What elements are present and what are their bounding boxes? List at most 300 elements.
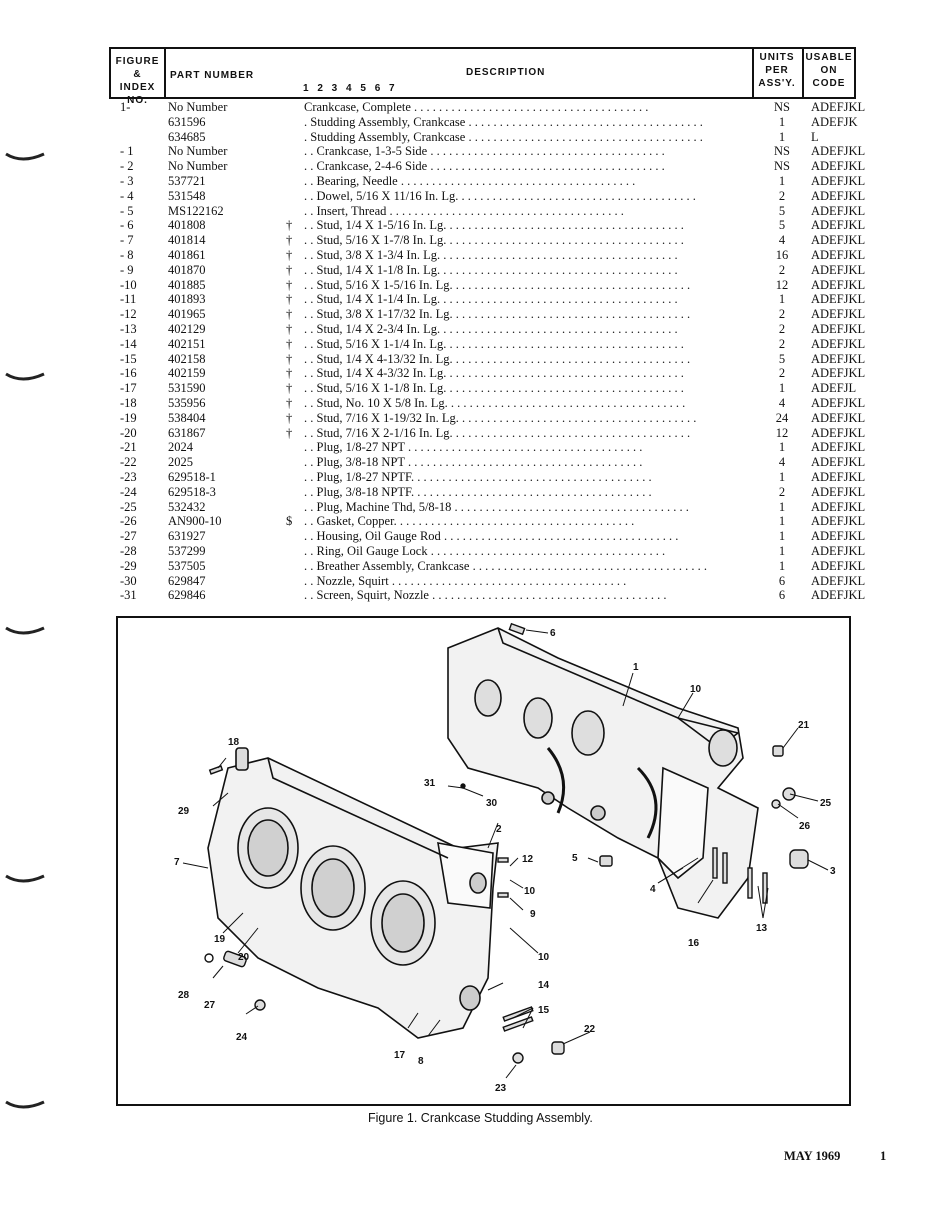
callout-label: 13 [756, 923, 768, 934]
parts-row [0, 440, 934, 455]
part-number: 531548 [168, 188, 206, 203]
binder-hole-mark [0, 1088, 52, 1128]
callout-label: 30 [486, 798, 498, 809]
figure-index-no: - 6 [120, 218, 134, 233]
part-number: 629847 [168, 573, 206, 588]
callout-label: 10 [538, 952, 550, 963]
usable-on-code: ADEFJKL [811, 336, 866, 351]
description: . . Stud, 1/4 X 1-1/4 In. Lg. . . . . . . . . . . . . . . . . . . . . . . . . . . . . . . . . . . . . . . [304, 292, 678, 307]
callout-label: 23 [495, 1083, 507, 1094]
description: . . Dowel, 5/16 X 11/16 In. Lg. . . . . . . . . . . . . . . . . . . . . . . . . . . . . . . . . . . . . . . [304, 188, 696, 203]
units-per-assy: 1 [778, 381, 786, 396]
figure-index-no: -20 [120, 425, 137, 440]
parts-row [0, 189, 934, 204]
parts-row [0, 159, 934, 174]
callout-label: 17 [394, 1050, 406, 1061]
usable-on-code: ADEFJKL [811, 499, 866, 514]
dot-leader: . . . . . . . . . . . . . . . . . . . . . . . . . . . . . . . . . . . . . . [451, 499, 689, 514]
figure-index-no: -21 [120, 440, 137, 455]
parts-row [0, 544, 934, 559]
callout-label: 27 [204, 1000, 216, 1011]
description: . . Stud, 1/4 X 4-3/32 In. Lg. . . . . . . . . . . . . . . . . . . . . . . . . . . . . . . . . . . . . . . [304, 366, 684, 381]
note-mark: † [286, 322, 293, 336]
description: . . Stud, 5/16 X 1-1/8 In. Lg. . . . . . . . . . . . . . . . . . . . . . . . . . . . . . . . . . . . . . . [304, 381, 684, 396]
parts-row [0, 381, 934, 396]
callout-label: 6 [550, 628, 556, 639]
callout-label: 2 [496, 824, 502, 835]
publication-date: MAY 1969 [784, 1149, 841, 1163]
usable-on-code: ADEFJKL [811, 144, 866, 159]
part-number: No Number [168, 159, 228, 174]
figure-index-no: -18 [120, 396, 137, 410]
binder-hole-mark [0, 862, 52, 902]
usable-on-code: ADEFJKL [811, 440, 866, 455]
usable-on-code: ADEFJKL [811, 277, 866, 292]
parts-row [0, 233, 934, 248]
figure-index-no: -25 [120, 499, 137, 514]
parts-row [0, 574, 934, 589]
description: . . Gasket, Copper. . . . . . . . . . . . . . . . . . . . . . . . . . . . . . . . . . . . . . . [304, 514, 635, 529]
callout-label: 12 [522, 854, 534, 865]
usable-on-code: ADEFJKL [811, 188, 866, 203]
part-number: 538404 [168, 410, 206, 425]
usable-on-code: ADEFJKL [811, 262, 866, 277]
callout-label: 9 [530, 909, 536, 920]
part-number: 402129 [168, 322, 206, 336]
description: . . Crankcase, 1-3-5 Side . . . . . . . . . . . . . . . . . . . . . . . . . . . . . . . . . . . . . . [304, 144, 665, 159]
note-mark: † [286, 351, 293, 366]
units-per-assy: 1 [778, 558, 786, 573]
figure-index-no: -17 [120, 381, 137, 396]
dot-leader: . . . . . . . . . . . . . . . . . . . . . . . . . . . . . . . . . . . . . . [414, 470, 652, 484]
dot-leader: . . . . . . . . . . . . . . . . . . . . . . . . . . . . . . . . . . . . . . [397, 174, 636, 188]
dot-leader: . . . . . . . . . . . . . . . . . . . . . . . . . . . . . . . . . . . . . . [386, 203, 624, 218]
description: . . Stud, 3/8 X 1-3/4 In. Lg. . . . . . . . . . . . . . . . . . . . . . . . . . . . . . . . . . . . . . . [304, 248, 678, 262]
part-number: 402151 [168, 336, 206, 351]
dot-leader: . . . . . . . . . . . . . . . . . . . . . . . . . . . . . . . . . . . . . . [452, 425, 691, 440]
part-number: 535956 [168, 396, 206, 410]
part-number: 401893 [168, 292, 206, 307]
parts-row [0, 115, 934, 130]
units-per-assy: 2 [778, 484, 786, 499]
part-number: 402159 [168, 366, 206, 381]
indent-scale: 1 2 3 4 5 6 7 [303, 83, 398, 94]
units-per-assy: 4 [778, 233, 786, 248]
note-mark: † [286, 218, 293, 233]
callout-label: 19 [214, 934, 226, 945]
part-number: 629846 [168, 588, 206, 603]
figure-index-no: - 8 [120, 248, 134, 262]
part-number: 401808 [168, 218, 206, 233]
description: . . Housing, Oil Gauge Rod . . . . . . . . . . . . . . . . . . . . . . . . . . . . . . . . . . . . . . [304, 529, 679, 544]
units-per-assy: NS [774, 144, 790, 159]
part-number: 402158 [168, 351, 206, 366]
part-number: 629518-3 [168, 484, 216, 499]
units-per-assy: 2 [778, 188, 786, 203]
units-per-assy: 1 [778, 529, 786, 544]
description: . . Stud, 1/4 X 4-13/32 In. Lg. . . . . . . . . . . . . . . . . . . . . . . . . . . . . . . . . . . . . . . [304, 351, 691, 366]
note-mark: † [286, 381, 293, 396]
usable-on-code: ADEFJK [811, 114, 858, 129]
note-mark: † [286, 248, 293, 262]
note-mark: $ [286, 514, 293, 529]
parts-row [0, 366, 934, 381]
part-number: 537721 [168, 174, 206, 188]
parts-row [0, 100, 934, 115]
callout-label: 15 [538, 1005, 550, 1016]
description: . . Stud, 3/8 X 1-17/32 In. Lg. . . . . . . . . . . . . . . . . . . . . . . . . . . . . . . . . . . . . . . [304, 307, 691, 322]
callout-label: 20 [238, 952, 250, 963]
units-per-assy: 4 [778, 396, 786, 410]
usable-on-code: ADEFJKL [811, 366, 866, 381]
description: . . Stud, 1/4 X 2-3/4 In. Lg. . . . . . . . . . . . . . . . . . . . . . . . . . . . . . . . . . . . . . . [304, 322, 678, 336]
dot-leader: . . . . . . . . . . . . . . . . . . . . . . . . . . . . . . . . . . . . . . [446, 218, 684, 233]
figure-index-no: -16 [120, 366, 137, 381]
usable-on-code: ADEFJKL [811, 425, 866, 440]
parts-row [0, 144, 934, 159]
callout-label: 10 [690, 684, 702, 695]
figure-index-no: - 4 [120, 188, 134, 203]
part-number: AN900-10 [168, 514, 222, 529]
units-per-assy: 1 [778, 440, 786, 455]
dot-leader: . . . . . . . . . . . . . . . . . . . . . . . . . . . . . . . . . . . . . . [440, 322, 678, 336]
usable-on-code: ADEFJKL [811, 322, 866, 336]
parts-row [0, 292, 934, 307]
callout-label: 26 [799, 821, 811, 832]
units-per-assy: 12 [775, 425, 789, 440]
description: . . Nozzle, Squirt . . . . . . . . . . . . . . . . . . . . . . . . . . . . . . . . . . . . . . [304, 573, 627, 588]
units-per-assy: 2 [778, 322, 786, 336]
callout-label: 31 [424, 778, 436, 789]
parts-row [0, 263, 934, 278]
parts-row [0, 426, 934, 441]
note-mark: † [286, 307, 293, 322]
dot-leader: . . . . . . . . . . . . . . . . . . . . . . . . . . . . . . . . . . . . . . [440, 262, 678, 277]
figure-index-no: -27 [120, 529, 137, 544]
part-number: 532432 [168, 499, 206, 514]
parts-row [0, 455, 934, 470]
figure-index-no: 1- [120, 100, 131, 114]
part-number: 537299 [168, 544, 206, 558]
part-number: No Number [168, 144, 228, 159]
figure-index-no: -11 [120, 292, 137, 307]
usable-on-code: ADEFJKL [811, 558, 866, 573]
figure-index-no: -14 [120, 336, 137, 351]
units-per-assy: 1 [778, 470, 786, 484]
part-number: 401814 [168, 233, 206, 248]
dot-leader: . . . . . . . . . . . . . . . . . . . . . . . . . . . . . . . . . . . . . . [446, 233, 684, 248]
figure-index-header: FIGURE & INDEX NO. [115, 56, 160, 106]
units-per-assy: 1 [778, 174, 786, 188]
dot-leader: . . . . . . . . . . . . . . . . . . . . . . . . . . . . . . . . . . . . . . [465, 129, 703, 144]
figure-index-no: -12 [120, 307, 137, 322]
description: . . Screen, Squirt, Nozzle . . . . . . . . . . . . . . . . . . . . . . . . . . . . . . . . . . . . . . [304, 588, 667, 603]
dot-leader: . . . . . . . . . . . . . . . . . . . . . . . . . . . . . . . . . . . . . . [440, 248, 678, 262]
part-number: 401885 [168, 277, 206, 292]
description: . . Stud, 1/4 X 1-1/8 In. Lg. . . . . . . . . . . . . . . . . . . . . . . . . . . . . . . . . . . . . . . [304, 262, 678, 277]
usable-on-code: ADEFJKL [811, 514, 866, 529]
figure-index-no: -13 [120, 322, 137, 336]
parts-row [0, 307, 934, 322]
usable-on-code: ADEFJKL [811, 174, 866, 188]
usable-on-code: ADEFJKL [811, 455, 866, 470]
description: . . Stud, 5/16 X 1-5/16 In. Lg. . . . . . . . . . . . . . . . . . . . . . . . . . . . . . . . . . . . . . . [304, 277, 691, 292]
usable-on-code: ADEFJKL [811, 410, 866, 425]
units-per-assy: 6 [778, 588, 786, 603]
units-per-assy: NS [774, 100, 790, 114]
callout-label: 1 [633, 662, 639, 673]
parts-row [0, 485, 934, 500]
dot-leader: . . . . . . . . . . . . . . . . . . . . . . . . . . . . . . . . . . . . . . [427, 144, 665, 159]
figure-index-no: -26 [120, 514, 137, 529]
callout-label: 10 [524, 886, 536, 897]
dot-leader: . . . . . . . . . . . . . . . . . . . . . . . . . . . . . . . . . . . . . . [410, 100, 649, 114]
units-header: UNITS PER ASS'Y. [758, 52, 796, 89]
figure-index-no: -28 [120, 544, 137, 558]
callout-label: 29 [178, 806, 190, 817]
usable-on-code: ADEFJKL [811, 396, 866, 410]
description: . . Plug, 1/8-27 NPTF. . . . . . . . . . . . . . . . . . . . . . . . . . . . . . . . . . . . . . . [304, 470, 652, 484]
part-number: 631927 [168, 529, 206, 544]
parts-table-header [109, 47, 856, 106]
dot-leader: . . . . . . . . . . . . . . . . . . . . . . . . . . . . . . . . . . . . . . [452, 277, 691, 292]
figure-index-no: - 7 [120, 233, 134, 248]
units-per-assy: 16 [775, 248, 789, 262]
usable-on-code: ADEFJKL [811, 159, 866, 174]
callout-label: 3 [830, 866, 836, 877]
figure-index-no: -23 [120, 470, 137, 484]
dot-leader: . . . . . . . . . . . . . . . . . . . . . . . . . . . . . . . . . . . . . . [446, 336, 684, 351]
description: . . Stud, No. 10 X 5/8 In. Lg. . . . . . . . . . . . . . . . . . . . . . . . . . . . . . . . . . . . . . . [304, 396, 686, 410]
dot-leader: . . . . . . . . . . . . . . . . . . . . . . . . . . . . . . . . . . . . . . [446, 366, 684, 381]
description: Crankcase, Complete . . . . . . . . . . . . . . . . . . . . . . . . . . . . . . . . . . . . . . [304, 100, 649, 114]
units-per-assy: 5 [778, 218, 786, 233]
dot-leader: . . . . . . . . . . . . . . . . . . . . . . . . . . . . . . . . . . . . . . [428, 588, 667, 603]
units-per-assy: 1 [778, 129, 786, 144]
description: . . Stud, 5/16 X 1-1/4 In. Lg. . . . . . . . . . . . . . . . . . . . . . . . . . . . . . . . . . . . . . . [304, 336, 684, 351]
note-mark: † [286, 396, 293, 410]
description: . . Plug, 3/8-18 NPTF. . . . . . . . . . . . . . . . . . . . . . . . . . . . . . . . . . . . . . . [304, 484, 652, 499]
part-number: 631596 [168, 114, 206, 129]
units-per-assy: 5 [778, 351, 786, 366]
usable-on-code: ADEFJKL [811, 529, 866, 544]
parts-row [0, 248, 934, 263]
figure-index-no: -22 [120, 455, 137, 470]
callout-label: 8 [418, 1056, 424, 1067]
dot-leader: . . . . . . . . . . . . . . . . . . . . . . . . . . . . . . . . . . . . . . [447, 396, 686, 410]
note-mark: † [286, 425, 293, 440]
dot-leader: . . . . . . . . . . . . . . . . . . . . . . . . . . . . . . . . . . . . . . [414, 484, 652, 499]
usable-on-code: ADEFJKL [811, 351, 866, 366]
description: . . Plug, Machine Thd, 5/8-18 . . . . . . . . . . . . . . . . . . . . . . . . . . . . . . . . . . . . . . [304, 499, 689, 514]
description-header: DESCRIPTION [466, 67, 546, 78]
figure-index-no: - 3 [120, 174, 134, 188]
units-per-assy: 5 [778, 203, 786, 218]
parts-row [0, 559, 934, 574]
parts-row [0, 500, 934, 515]
dot-leader: . . . . . . . . . . . . . . . . . . . . . . . . . . . . . . . . . . . . . . [452, 307, 691, 322]
dot-leader: . . . . . . . . . . . . . . . . . . . . . . . . . . . . . . . . . . . . . . [396, 514, 635, 529]
note-mark: † [286, 233, 293, 248]
units-per-assy: 2 [778, 307, 786, 322]
usable-on-code: ADEFJKL [811, 544, 866, 558]
callout-label: 16 [688, 938, 700, 949]
page-number: 1 [880, 1149, 887, 1163]
usable-on-code: ADEFJKL [811, 573, 866, 588]
units-per-assy: 1 [778, 114, 786, 129]
dot-leader: . . . . . . . . . . . . . . . . . . . . . . . . . . . . . . . . . . . . . . [388, 573, 627, 588]
callout-label: 21 [798, 720, 810, 731]
description: . . Plug, 1/8-27 NPT . . . . . . . . . . . . . . . . . . . . . . . . . . . . . . . . . . . . . . [304, 440, 643, 455]
crankcase-exploded-drawing [118, 618, 849, 1104]
units-per-assy: NS [774, 159, 790, 174]
dot-leader: . . . . . . . . . . . . . . . . . . . . . . . . . . . . . . . . . . . . . . [469, 558, 707, 573]
parts-row [0, 588, 934, 603]
usable-on-code: ADEFJKL [811, 307, 866, 322]
description: . . Plug, 3/8-18 NPT . . . . . . . . . . . . . . . . . . . . . . . . . . . . . . . . . . . . . . [304, 455, 643, 470]
parts-row [0, 396, 934, 411]
parts-row [0, 130, 934, 145]
note-mark: † [286, 410, 293, 425]
part-number: No Number [168, 100, 228, 114]
figure-caption: Figure 1. Crankcase Studding Assembly. [368, 1111, 593, 1125]
parts-row [0, 322, 934, 337]
dot-leader: . . . . . . . . . . . . . . . . . . . . . . . . . . . . . . . . . . . . . . [452, 351, 691, 366]
description: . Studding Assembly, Crankcase . . . . . . . . . . . . . . . . . . . . . . . . . . . . . . . . . . . . . . [304, 114, 703, 129]
units-per-assy: 1 [778, 544, 786, 558]
usable-on-code: ADEFJKL [811, 218, 866, 233]
dot-leader: . . . . . . . . . . . . . . . . . . . . . . . . . . . . . . . . . . . . . . [427, 544, 666, 558]
dot-leader: . . . . . . . . . . . . . . . . . . . . . . . . . . . . . . . . . . . . . . [427, 159, 665, 174]
figure-index-no: - 2 [120, 159, 134, 174]
parts-row [0, 218, 934, 233]
note-mark: † [286, 336, 293, 351]
description: . . Breather Assembly, Crankcase . . . . . . . . . . . . . . . . . . . . . . . . . . . . . . . . . . . . . . [304, 558, 707, 573]
usable-on-code: ADEFJKL [811, 248, 866, 262]
usable-on-code: ADEFJKL [811, 100, 866, 114]
parts-row [0, 514, 934, 529]
description: . . Crankcase, 2-4-6 Side . . . . . . . . . . . . . . . . . . . . . . . . . . . . . . . . . . . . . . [304, 159, 665, 174]
description: . . Insert, Thread . . . . . . . . . . . . . . . . . . . . . . . . . . . . . . . . . . . . . . [304, 203, 624, 218]
description: . . Stud, 5/16 X 1-7/8 In. Lg. . . . . . . . . . . . . . . . . . . . . . . . . . . . . . . . . . . . . . . [304, 233, 684, 248]
callout-label: 18 [228, 737, 240, 748]
usable-on-code-header: USABLE ON CODE [805, 52, 853, 89]
units-per-assy: 24 [775, 410, 789, 425]
figure-index-no: -29 [120, 558, 137, 573]
part-number: 401861 [168, 248, 206, 262]
usable-on-code: ADEFJL [811, 381, 857, 396]
parts-row [0, 204, 934, 219]
units-per-assy: 2 [778, 262, 786, 277]
part-number: 634685 [168, 129, 206, 144]
description: . . Stud, 7/16 X 1-19/32 In. Lg. . . . . . . . . . . . . . . . . . . . . . . . . . . . . . . . . . . . . . . [304, 410, 697, 425]
figure-index-no: -24 [120, 484, 137, 499]
units-per-assy: 6 [778, 573, 786, 588]
part-number: 401870 [168, 262, 206, 277]
callout-label: 5 [572, 853, 578, 864]
units-per-assy: 4 [778, 455, 786, 470]
callout-label: 28 [178, 990, 190, 1001]
figure-index-no: -15 [120, 351, 137, 366]
part-number: 629518-1 [168, 470, 216, 484]
usable-on-code: L [811, 129, 819, 144]
callout-label: 7 [174, 857, 180, 868]
units-per-assy: 1 [778, 514, 786, 529]
note-mark: † [286, 292, 293, 307]
dot-leader: . . . . . . . . . . . . . . . . . . . . . . . . . . . . . . . . . . . . . . [458, 188, 696, 203]
figure-index-no: - 5 [120, 203, 134, 218]
dot-leader: . . . . . . . . . . . . . . . . . . . . . . . . . . . . . . . . . . . . . . [404, 455, 643, 470]
description: . Studding Assembly, Crankcase . . . . . . . . . . . . . . . . . . . . . . . . . . . . . . . . . . . . . . [304, 129, 703, 144]
description: . . Ring, Oil Gauge Lock . . . . . . . . . . . . . . . . . . . . . . . . . . . . . . . . . . . . . . [304, 544, 666, 558]
part-number: 2025 [168, 455, 193, 470]
dot-leader: . . . . . . . . . . . . . . . . . . . . . . . . . . . . . . . . . . . . . . [440, 529, 679, 544]
dot-leader: . . . . . . . . . . . . . . . . . . . . . . . . . . . . . . . . . . . . . . [446, 381, 684, 396]
units-per-assy: 2 [778, 366, 786, 381]
part-number: MS122162 [168, 203, 224, 218]
exploded-view-figure [116, 616, 851, 1106]
figure-index-no: -10 [120, 277, 137, 292]
crankcase-2-4-6-half [208, 748, 498, 1038]
description: . . Stud, 7/16 X 2-1/16 In. Lg. . . . . . . . . . . . . . . . . . . . . . . . . . . . . . . . . . . . . . . [304, 425, 691, 440]
figure-index-no: -31 [120, 588, 137, 603]
callout-label: 24 [236, 1032, 248, 1043]
units-per-assy: 1 [778, 292, 786, 307]
note-mark: † [286, 366, 293, 381]
note-mark: † [286, 262, 293, 277]
units-per-assy: 12 [775, 277, 789, 292]
note-mark: † [286, 277, 293, 292]
usable-on-code: ADEFJKL [811, 203, 866, 218]
parts-row [0, 174, 934, 189]
callout-label: 25 [820, 798, 832, 809]
figure-index-no: -30 [120, 573, 137, 588]
part-number: 2024 [168, 440, 193, 455]
units-per-assy: 2 [778, 336, 786, 351]
usable-on-code: ADEFJKL [811, 588, 866, 603]
callout-label: 14 [538, 980, 550, 991]
part-number: 537505 [168, 558, 206, 573]
part-number-header: PART NUMBER [170, 70, 255, 81]
part-number: 401965 [168, 307, 206, 322]
parts-row [0, 278, 934, 293]
parts-row [0, 411, 934, 426]
parts-row [0, 529, 934, 544]
description: . . Bearing, Needle . . . . . . . . . . . . . . . . . . . . . . . . . . . . . . . . . . . . . . [304, 174, 636, 188]
parts-row [0, 470, 934, 485]
usable-on-code: ADEFJKL [811, 233, 866, 248]
figure-index-no: -19 [120, 410, 137, 425]
dot-leader: . . . . . . . . . . . . . . . . . . . . . . . . . . . . . . . . . . . . . . [465, 114, 703, 129]
usable-on-code: ADEFJKL [811, 470, 866, 484]
usable-on-code: ADEFJKL [811, 484, 866, 499]
units-per-assy: 1 [778, 499, 786, 514]
dot-leader: . . . . . . . . . . . . . . . . . . . . . . . . . . . . . . . . . . . . . . [440, 292, 678, 307]
callout-label: 22 [584, 1024, 596, 1035]
usable-on-code: ADEFJKL [811, 292, 866, 307]
dot-leader: . . . . . . . . . . . . . . . . . . . . . . . . . . . . . . . . . . . . . . [458, 410, 697, 425]
binder-hole-mark [0, 614, 52, 654]
description: . . Stud, 1/4 X 1-5/16 In. Lg. . . . . . . . . . . . . . . . . . . . . . . . . . . . . . . . . . . . . . . [304, 218, 684, 233]
parts-row [0, 337, 934, 352]
part-number: 631867 [168, 425, 206, 440]
part-number: 531590 [168, 381, 206, 396]
dot-leader: . . . . . . . . . . . . . . . . . . . . . . . . . . . . . . . . . . . . . . [404, 440, 643, 455]
callout-label: 4 [650, 884, 656, 895]
figure-index-no: - 9 [120, 262, 134, 277]
parts-row [0, 352, 934, 367]
figure-index-no: - 1 [120, 144, 134, 159]
